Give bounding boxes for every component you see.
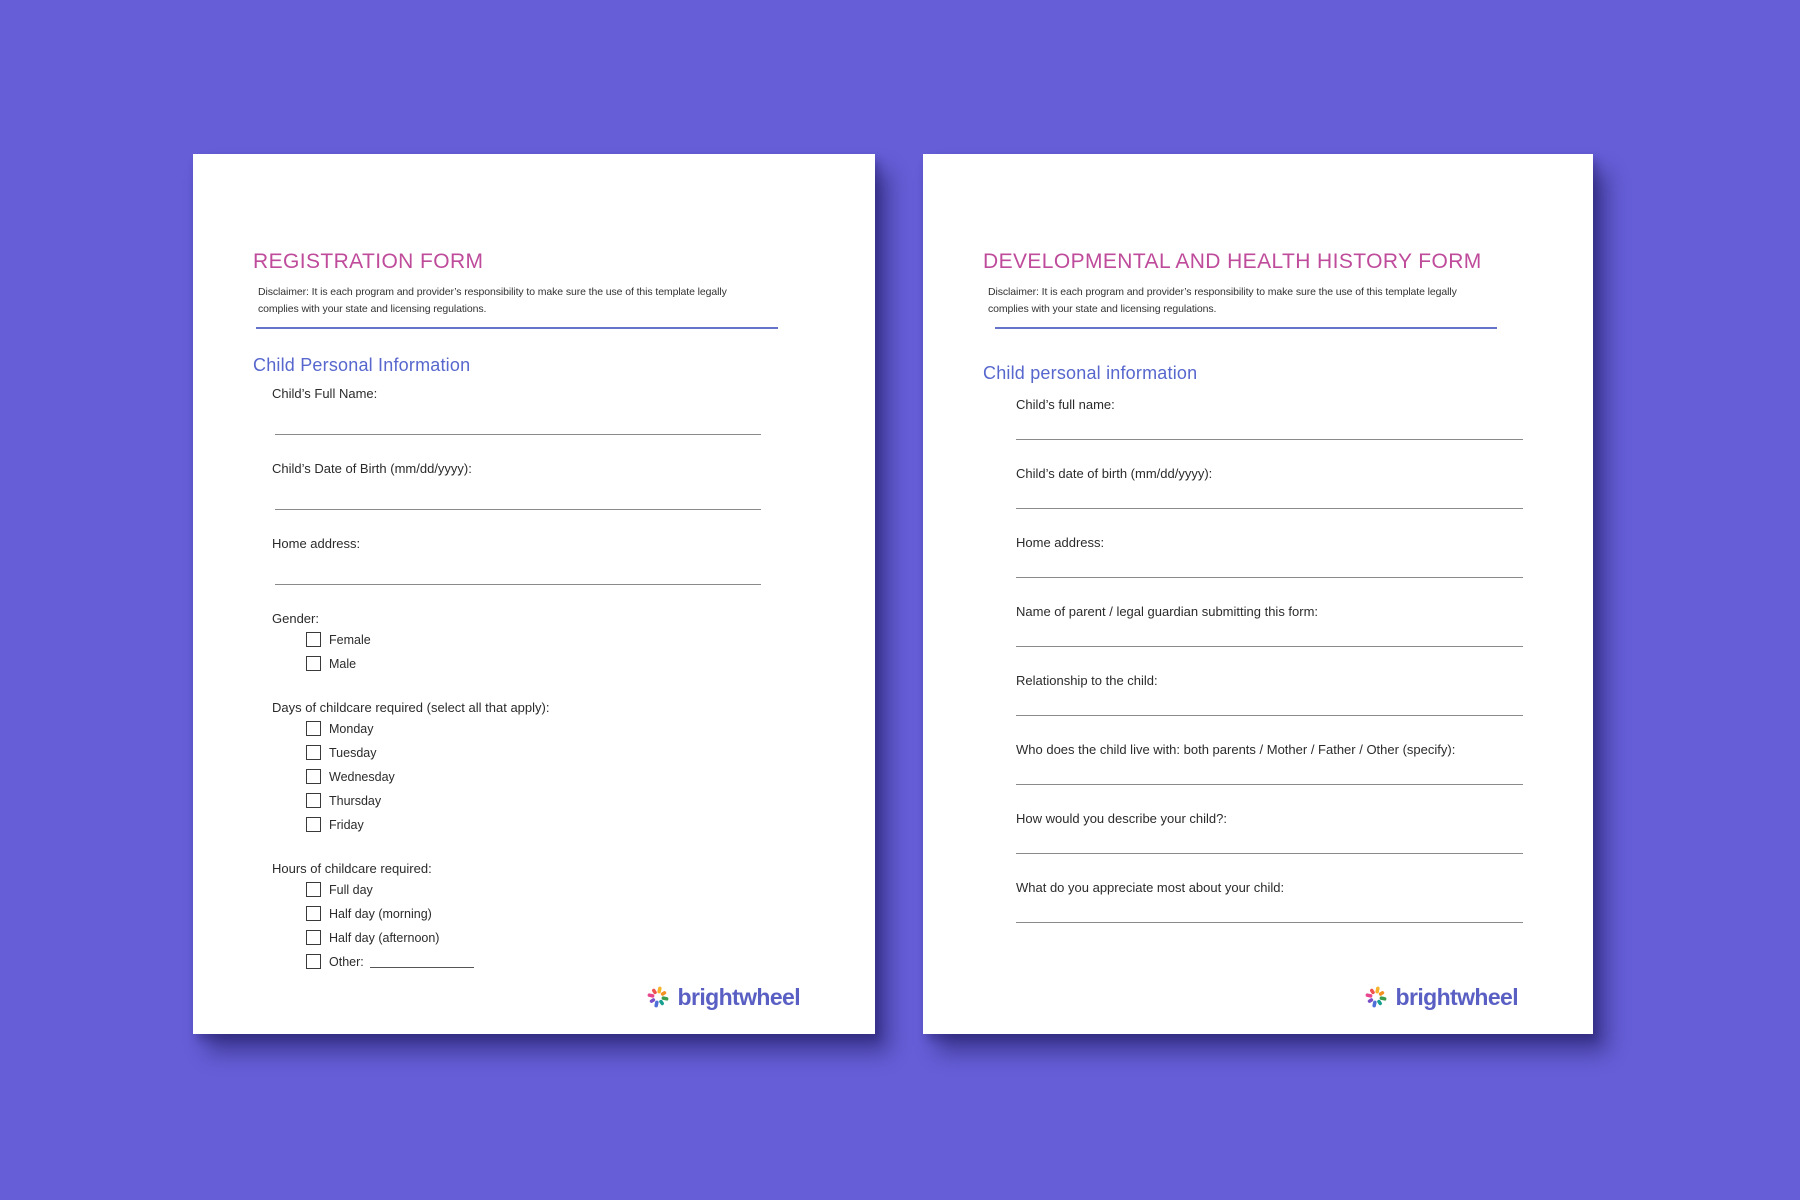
checkbox-option-label: Female bbox=[329, 632, 371, 647]
form-title: DEVELOPMENTAL AND HEALTH HISTORY FORM bbox=[983, 250, 1482, 273]
text-field bbox=[983, 880, 1593, 923]
brightwheel-pinwheel-icon bbox=[1363, 984, 1389, 1010]
text-fields-container bbox=[253, 386, 875, 585]
field-input-line[interactable] bbox=[1016, 646, 1523, 647]
field-input-line[interactable] bbox=[1016, 508, 1523, 509]
brightwheel-pinwheel-icon bbox=[645, 984, 671, 1010]
checkbox-option-row bbox=[306, 927, 875, 948]
text-field bbox=[983, 397, 1593, 440]
checkbox-option-label: Monday bbox=[329, 721, 374, 736]
checkbox[interactable] bbox=[306, 793, 321, 808]
field-label: How would you describe your child?: bbox=[1016, 811, 1227, 826]
field-label: Relationship to the child: bbox=[1016, 673, 1158, 688]
checkbox-option-label: Half day (morning) bbox=[329, 906, 432, 921]
checkbox[interactable] bbox=[306, 632, 321, 647]
checkbox-option-label: Friday bbox=[329, 817, 364, 832]
checkbox-option-row bbox=[306, 629, 875, 650]
checkbox-group bbox=[253, 701, 875, 835]
text-field bbox=[983, 673, 1593, 716]
text-field bbox=[253, 461, 875, 510]
disclaimer-text: Disclaimer: It is each program and provider’s responsibility to make sure the use of this template legally complies with your state and licensing regulations. bbox=[258, 286, 727, 315]
text-field bbox=[253, 536, 875, 585]
checkbox-option-label: Other: bbox=[329, 954, 364, 969]
text-field bbox=[983, 535, 1593, 578]
field-input-line[interactable] bbox=[1016, 715, 1523, 716]
checkbox-group bbox=[253, 612, 875, 674]
field-input-line[interactable] bbox=[1016, 577, 1523, 578]
text-field bbox=[983, 742, 1593, 785]
brightwheel-logo bbox=[1363, 984, 1518, 1010]
checkbox-option-label: Thursday bbox=[329, 793, 382, 808]
brightwheel-logo bbox=[645, 984, 800, 1010]
health-history-form-page bbox=[923, 154, 1593, 1034]
checkbox[interactable] bbox=[306, 745, 321, 760]
checkbox-option-row bbox=[306, 903, 875, 924]
checkbox-option-row bbox=[306, 951, 875, 972]
field-label: Child’s full name: bbox=[1016, 397, 1115, 412]
divider bbox=[995, 327, 1497, 329]
checkbox-option-label: Half day (afternoon) bbox=[329, 930, 440, 945]
checkbox-option-row bbox=[306, 790, 875, 811]
field-label: Home address: bbox=[1016, 535, 1105, 550]
checkbox[interactable] bbox=[306, 906, 321, 921]
checkbox[interactable] bbox=[306, 769, 321, 784]
checkbox[interactable] bbox=[306, 882, 321, 897]
other-write-in-line[interactable] bbox=[370, 955, 474, 968]
text-field bbox=[983, 466, 1593, 509]
field-label: Child’s Full Name: bbox=[272, 386, 378, 401]
checkbox-group-label: Hours of childcare required: bbox=[272, 861, 432, 876]
checkbox[interactable] bbox=[306, 656, 321, 671]
field-input-line[interactable] bbox=[1016, 784, 1523, 785]
field-label: Child’s date of birth (mm/dd/yyyy): bbox=[1016, 466, 1213, 481]
field-input-line[interactable] bbox=[275, 509, 761, 510]
checkbox[interactable] bbox=[306, 954, 321, 969]
divider bbox=[256, 327, 778, 329]
checkbox-option-row bbox=[306, 814, 875, 835]
checkbox[interactable] bbox=[306, 930, 321, 945]
checkbox-groups-container bbox=[253, 612, 875, 972]
section-heading: Child personal information bbox=[983, 363, 1198, 383]
checkbox-option-row bbox=[306, 766, 875, 787]
disclaimer-text: Disclaimer: It is each program and provider’s responsibility to make sure the use of this template legally complies with your state and licensing regulations. bbox=[988, 286, 1457, 315]
checkbox-group-label: Days of childcare required (select all that apply): bbox=[272, 700, 550, 715]
registration-form-page bbox=[193, 154, 875, 1034]
checkbox[interactable] bbox=[306, 721, 321, 736]
field-input-line[interactable] bbox=[1016, 853, 1523, 854]
field-input-line[interactable] bbox=[1016, 439, 1523, 440]
checkbox[interactable] bbox=[306, 817, 321, 832]
field-label: Home address: bbox=[272, 536, 361, 551]
checkbox-option-row bbox=[306, 718, 875, 739]
field-input-line[interactable] bbox=[275, 584, 761, 585]
checkbox-option-row bbox=[306, 879, 875, 900]
form-title: REGISTRATION FORM bbox=[253, 250, 484, 273]
section-heading: Child Personal Information bbox=[253, 355, 471, 375]
text-fields-container bbox=[983, 397, 1593, 923]
field-label: Name of parent / legal guardian submitting this form: bbox=[1016, 604, 1319, 619]
field-label: Who does the child live with: both parents / Mother / Father / Other (specify): bbox=[1016, 742, 1456, 757]
brightwheel-wordmark: brightwheel bbox=[1395, 983, 1518, 1010]
checkbox-option-label: Full day bbox=[329, 882, 373, 897]
checkbox-option-label: Wednesday bbox=[329, 769, 395, 784]
checkbox-group-label: Gender: bbox=[272, 611, 319, 626]
field-label: What do you appreciate most about your child: bbox=[1016, 880, 1285, 895]
checkbox-option-row bbox=[306, 742, 875, 763]
checkbox-group bbox=[253, 862, 875, 972]
text-field bbox=[983, 811, 1593, 854]
field-input-line[interactable] bbox=[1016, 922, 1523, 923]
text-field bbox=[253, 386, 875, 435]
text-field bbox=[983, 604, 1593, 647]
checkbox-option-label: Tuesday bbox=[329, 745, 377, 760]
checkbox-option-label: Male bbox=[329, 656, 357, 671]
field-label: Child’s Date of Birth (mm/dd/yyyy): bbox=[272, 461, 472, 476]
brightwheel-wordmark: brightwheel bbox=[677, 983, 800, 1010]
field-input-line[interactable] bbox=[275, 434, 761, 435]
checkbox-option-row bbox=[306, 653, 875, 674]
